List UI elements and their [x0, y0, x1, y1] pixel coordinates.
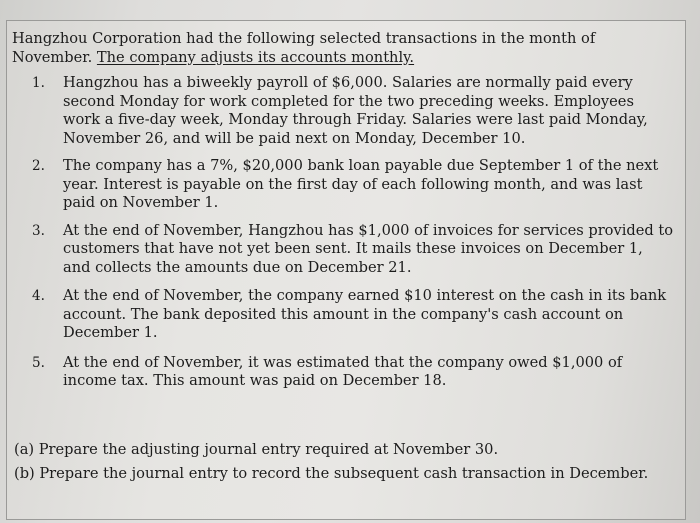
transaction-item-3: [0, 222, 673, 278]
question-a: (a) Prepare the adjusting journal entry required at November 30.: [14, 441, 499, 458]
question-b: (b) Prepare the journal entry to record the subsequent cash transaction in December.: [14, 465, 649, 482]
transaction-number: 5.: [32, 354, 45, 371]
transaction-list: [0, 74, 690, 391]
intro-line-1: Hangzhou Corporation had the following selected transactions in the month of: [12, 30, 596, 47]
intro-line-2-lead: November.: [12, 48, 97, 66]
transaction-text: At the end of November, the company earned $10 interest on the cash in its bank account. The bank deposited this amount in the company's cash account on December 1.: [63, 287, 667, 341]
transaction-item-1: [0, 74, 673, 148]
intro-line-2-underlined: The company adjusts its accounts monthly.: [96, 48, 415, 66]
problem-intro: [12, 30, 672, 67]
transaction-number: 3.: [32, 222, 45, 239]
transaction-item-5: [0, 354, 673, 391]
transaction-text: At the end of November, Hangzhou has $1,000 of invoices for services provided to customers that have not yet been sent. It mails these invoices on December 1, and collects the amounts due on December 21.: [63, 221, 673, 276]
transaction-number: 4.: [32, 288, 45, 304]
transaction-item-2: [0, 157, 673, 213]
transaction-number: 2.: [32, 158, 45, 174]
transaction-text: The company has a 7%, $20,000 bank loan payable due September 1 of the next year. Interest is payable on the first day of each following month, and was last paid on November 1.: [63, 157, 659, 211]
transaction-item-4: [0, 287, 673, 343]
transaction-number: 1.: [32, 75, 45, 91]
transaction-text: At the end of November, it was estimated that the company owed $1,000 of income tax. This amount was paid on December 18.: [63, 353, 623, 389]
transaction-text: Hangzhou has a biweekly payroll of $6,000. Salaries are normally paid every second Monday for work completed for the two preceding weeks. Employees work a five-day week, Monday through Friday. Salaries were last paid Monday, November 26, and will be paid next on Monday, December 10.: [63, 74, 648, 147]
